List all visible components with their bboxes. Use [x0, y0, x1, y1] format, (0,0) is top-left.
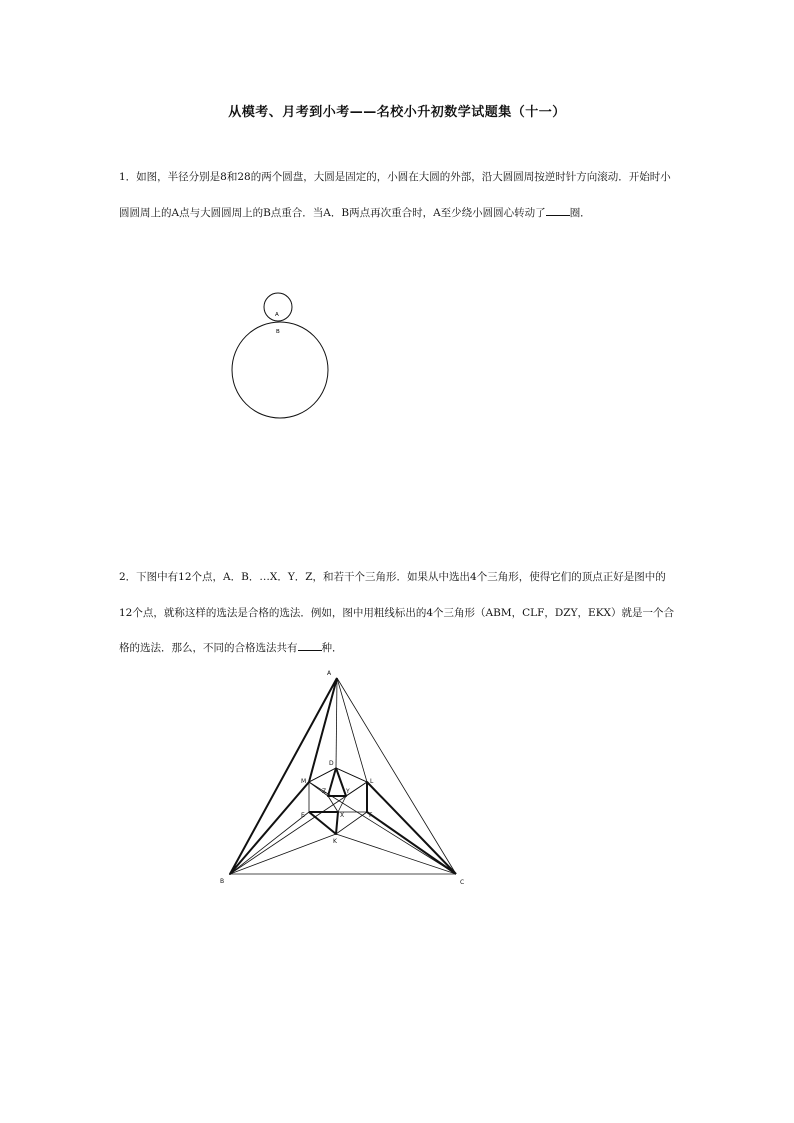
label-f: F	[369, 812, 373, 819]
label-y: Y	[346, 788, 350, 795]
question-2-tail: 种．	[321, 642, 343, 654]
label-x: X	[340, 812, 345, 819]
label-d: D	[329, 760, 334, 767]
label-e: E	[301, 812, 305, 819]
label-point-a: A	[275, 312, 279, 318]
label-a: A	[327, 670, 332, 677]
label-l: L	[370, 778, 374, 785]
label-b: B	[220, 878, 225, 885]
label-c: C	[460, 879, 465, 886]
label-point-b: B	[276, 329, 280, 335]
label-m: M	[301, 778, 307, 785]
label-k: K	[333, 838, 337, 845]
question-2-text: 2．下图中有12个点，A．B．…X．Y．Z，和若干个三角形．如果从中选出4个三角形，使得它们的顶点正好是图中的12个点，就称这样的选法是合格的选法．例如，图中用粗线标出的4个三角形（ABM，CLF，DZY，EKX）就是一个合格的选法．那么，不同的合格选法共有	[119, 571, 675, 654]
page-title: 从模考、月考到小考——名校小升初数学试题集（十一）	[228, 105, 566, 120]
label-z: Z	[322, 788, 327, 795]
question-1-text: 1．如图，半径分别是8和28的两个圆盘，大圆是固定的，小圆在大圆的外部，沿大圆圆周按逆时针方向滚动．开始时小圆圆周上的A点与大圆圆周上的B点重合．当A．B两点再次重合时，A至少绕小圆圆心转动了	[119, 171, 671, 219]
question-1-tail: 圈．	[569, 206, 591, 219]
